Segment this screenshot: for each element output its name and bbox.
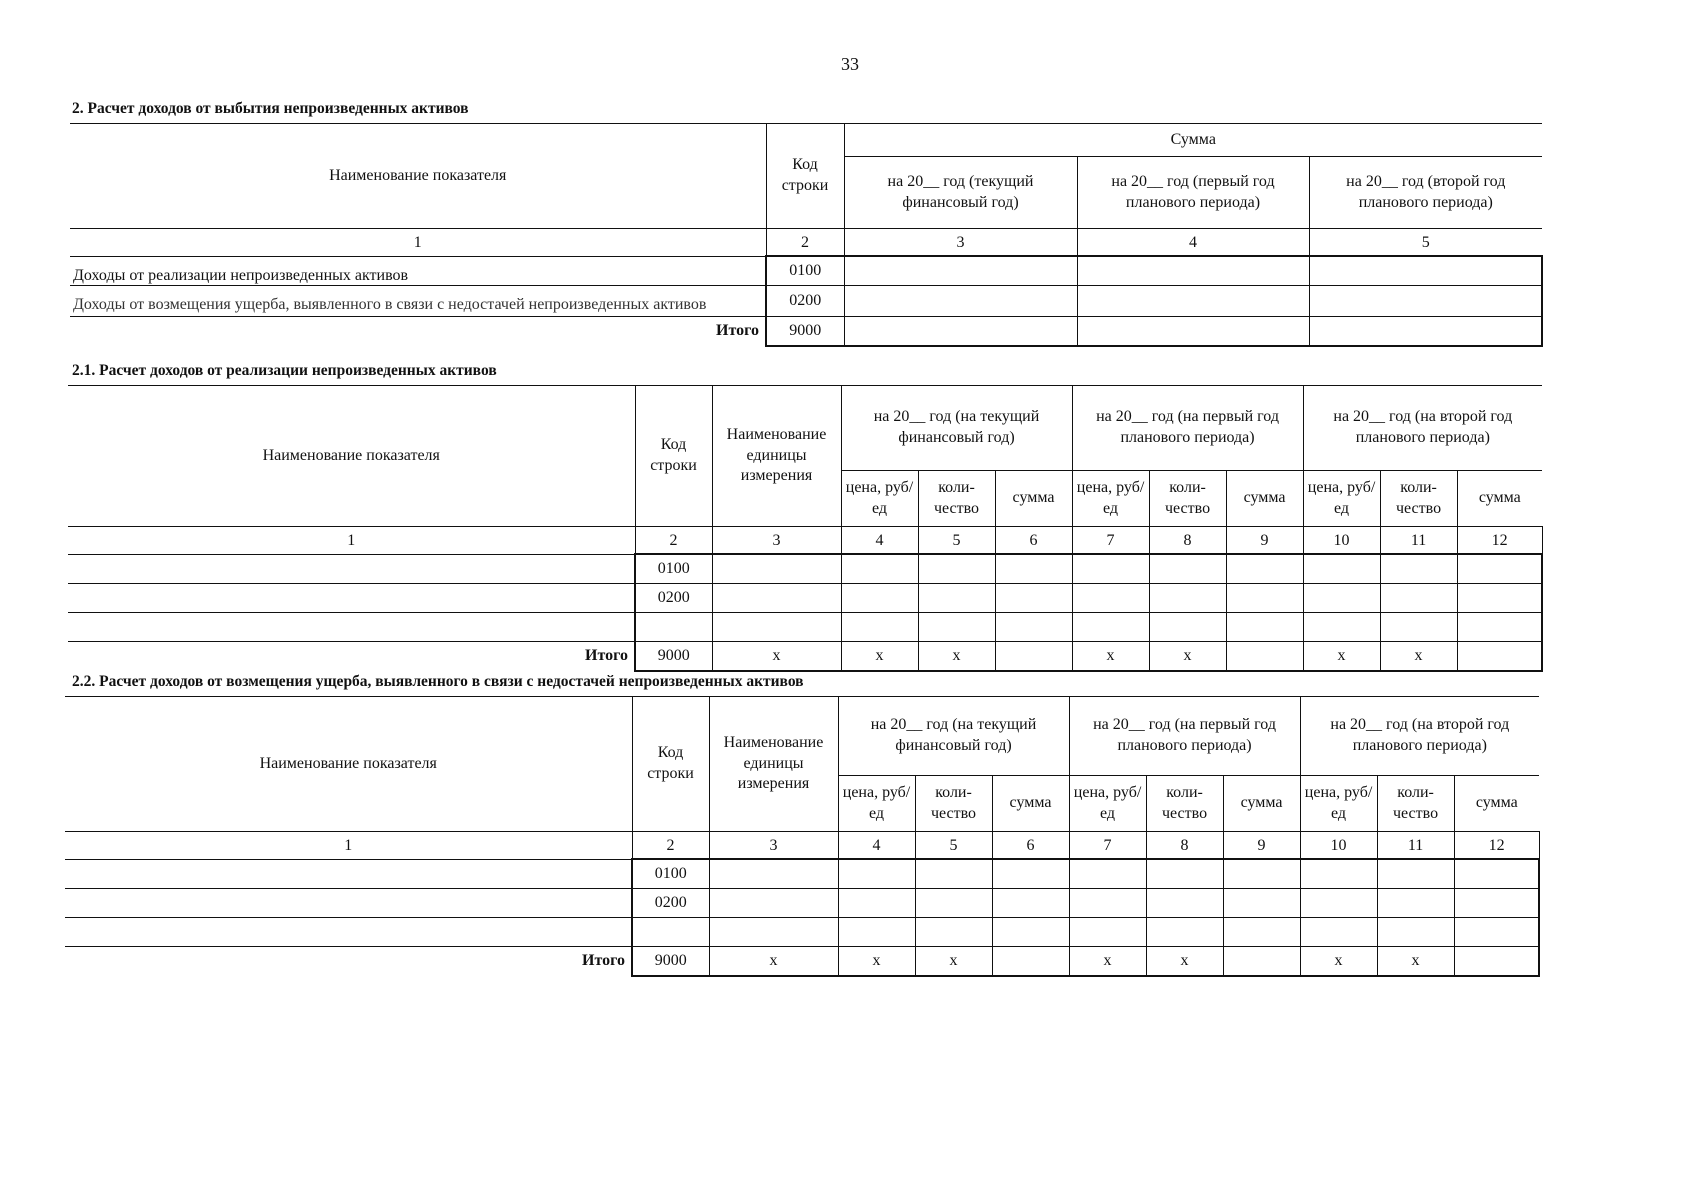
header-year-second-planning: на 20__ год (на второй год планового периода) xyxy=(1303,386,1542,471)
row-name: Доходы от возмещения ущерба, выявленного в связи с недостачей непроизведенных активов xyxy=(73,296,707,313)
value-cell[interactable] xyxy=(1226,613,1303,642)
header-code: Код строки xyxy=(632,697,709,832)
header-code: Код строки xyxy=(635,386,712,527)
header-sum: сумма xyxy=(992,776,1069,832)
col-number: 6 xyxy=(995,527,1072,555)
header-price: цена, руб/ед xyxy=(1072,471,1149,527)
value-cell[interactable] xyxy=(1072,613,1149,642)
total-value-cell[interactable] xyxy=(1454,947,1539,977)
col-number: 9 xyxy=(1226,527,1303,555)
value-cell[interactable] xyxy=(918,584,995,613)
total-value-cell[interactable] xyxy=(1457,642,1542,672)
header-unit: Наименование единицы измерения xyxy=(709,697,838,832)
total-value-cell[interactable] xyxy=(1077,317,1309,347)
header-sum: сумма xyxy=(1457,471,1542,527)
value-cell[interactable] xyxy=(915,859,992,889)
header-qty: коли-чество xyxy=(918,471,995,527)
value-cell[interactable] xyxy=(915,918,992,947)
value-cell[interactable] xyxy=(1077,286,1309,317)
col-number: 1 xyxy=(68,527,635,555)
value-cell[interactable] xyxy=(1303,584,1380,613)
header-year-first-planning: на 20__ год (первый год планового периода) xyxy=(1077,157,1309,229)
col-number: 3 xyxy=(709,832,838,860)
col-number: 7 xyxy=(1072,527,1149,555)
col-number: 12 xyxy=(1454,832,1539,860)
header-sum: Сумма xyxy=(844,124,1542,157)
section-2-title: 2. Расчет доходов от выбытия непроизведенных активов xyxy=(72,100,469,117)
header-sum: сумма xyxy=(1454,776,1539,832)
value-cell[interactable] xyxy=(1457,584,1542,613)
value-cell[interactable] xyxy=(995,584,1072,613)
x-mark: x xyxy=(1072,642,1149,672)
value-cell[interactable] xyxy=(1223,889,1300,918)
value-cell[interactable] xyxy=(844,256,1077,286)
value-cell[interactable] xyxy=(1309,286,1542,317)
row-code: 0200 xyxy=(632,889,709,918)
value-cell[interactable] xyxy=(992,889,1069,918)
total-label: Итого xyxy=(70,317,766,347)
value-cell[interactable] xyxy=(1072,554,1149,584)
value-cell[interactable] xyxy=(838,918,915,947)
row-name-second xyxy=(70,286,766,317)
value-cell[interactable] xyxy=(1223,918,1300,947)
row-code[interactable] xyxy=(635,613,712,642)
header-unit: Наименование единицы измерения xyxy=(712,386,841,527)
value-cell[interactable] xyxy=(838,889,915,918)
unit-cell[interactable] xyxy=(712,613,841,642)
header-price: цена, руб/ед xyxy=(838,776,915,832)
col-number: 5 xyxy=(915,832,992,860)
value-cell[interactable] xyxy=(1380,584,1457,613)
row-name-cell[interactable] xyxy=(68,584,635,613)
value-cell[interactable] xyxy=(992,918,1069,947)
header-name: Наименование показателя xyxy=(65,697,632,832)
col-number: 2 xyxy=(766,229,844,257)
col-number: 8 xyxy=(1146,832,1223,860)
total-value-cell[interactable] xyxy=(1226,642,1303,672)
value-cell[interactable] xyxy=(1069,918,1146,947)
col-number: 1 xyxy=(70,229,766,257)
x-mark: x xyxy=(841,642,918,672)
value-cell[interactable] xyxy=(1454,859,1539,889)
col-number: 4 xyxy=(1077,229,1309,257)
x-mark: x xyxy=(918,642,995,672)
col-number: 1 xyxy=(65,832,632,860)
header-price: цена, руб/ед xyxy=(841,471,918,527)
header-code: Код строки xyxy=(766,124,844,229)
value-cell[interactable] xyxy=(1149,613,1226,642)
value-cell[interactable] xyxy=(1149,554,1226,584)
section-2-1-table xyxy=(68,385,1543,672)
col-number: 5 xyxy=(1309,229,1542,257)
total-code: 9000 xyxy=(766,317,844,347)
value-cell[interactable] xyxy=(1457,613,1542,642)
col-number: 2 xyxy=(632,832,709,860)
value-cell[interactable] xyxy=(1069,889,1146,918)
col-number: 5 xyxy=(918,527,995,555)
value-cell[interactable] xyxy=(1226,584,1303,613)
value-cell[interactable] xyxy=(1146,859,1223,889)
header-year-second-planning: на 20__ год (на второй год планового периода) xyxy=(1300,697,1539,776)
value-cell[interactable] xyxy=(915,889,992,918)
header-price: цена, руб/ед xyxy=(1069,776,1146,832)
row-name-cell[interactable] xyxy=(65,859,632,889)
col-number: 6 xyxy=(992,832,1069,860)
row-code: 0100 xyxy=(635,554,712,584)
header-year-second-planning: на 20__ год (второй год планового периода) xyxy=(1309,157,1542,229)
value-cell[interactable] xyxy=(1454,889,1539,918)
value-cell[interactable] xyxy=(1380,613,1457,642)
col-number: 7 xyxy=(1069,832,1146,860)
col-number: 10 xyxy=(1303,527,1380,555)
col-number: 2 xyxy=(635,527,712,555)
value-cell[interactable] xyxy=(1226,554,1303,584)
x-mark: x xyxy=(1146,947,1223,977)
header-year-first-planning: на 20__ год (на первый год планового периода) xyxy=(1072,386,1303,471)
value-cell[interactable] xyxy=(1300,918,1377,947)
header-price: цена, руб/ед xyxy=(1300,776,1377,832)
value-cell[interactable] xyxy=(995,613,1072,642)
value-cell[interactable] xyxy=(1300,859,1377,889)
x-mark: x xyxy=(1377,947,1454,977)
col-number: 9 xyxy=(1223,832,1300,860)
col-number: 4 xyxy=(841,527,918,555)
section-2-2-title: 2.2. Расчет доходов от возмещения ущерба, выявленного в связи с недостачей непроизведенных активов xyxy=(72,673,804,690)
header-sum: сумма xyxy=(1226,471,1303,527)
section-2-2-table xyxy=(65,696,1540,977)
row-code[interactable] xyxy=(632,918,709,947)
value-cell[interactable] xyxy=(1149,584,1226,613)
value-cell[interactable] xyxy=(841,554,918,584)
value-cell[interactable] xyxy=(1300,889,1377,918)
value-cell[interactable] xyxy=(1223,859,1300,889)
header-year-first-planning: на 20__ год (на первый год планового периода) xyxy=(1069,697,1300,776)
value-cell[interactable] xyxy=(1303,554,1380,584)
col-number: 10 xyxy=(1300,832,1377,860)
col-number: 11 xyxy=(1377,832,1454,860)
value-cell[interactable] xyxy=(1303,613,1380,642)
value-cell[interactable] xyxy=(1072,584,1149,613)
x-mark: x xyxy=(1300,947,1377,977)
header-qty: коли-чество xyxy=(915,776,992,832)
col-number: 12 xyxy=(1457,527,1542,555)
total-value-cell[interactable] xyxy=(992,947,1069,977)
value-cell[interactable] xyxy=(841,613,918,642)
section-2-1-title: 2.1. Расчет доходов от реализации непроизведенных активов xyxy=(72,362,497,379)
col-number: 3 xyxy=(712,527,841,555)
total-value-cell[interactable] xyxy=(1223,947,1300,977)
header-qty: коли-чество xyxy=(1377,776,1454,832)
section-2-table xyxy=(70,123,1543,347)
header-name: Наименование показателя xyxy=(68,386,635,527)
x-mark: x xyxy=(1303,642,1380,672)
row-name-cell[interactable] xyxy=(68,554,635,584)
row-name-cell[interactable] xyxy=(68,613,635,642)
x-mark: x xyxy=(709,947,838,977)
total-value-cell[interactable] xyxy=(844,317,1077,347)
row-name: Доходы от реализации непроизведенных активов xyxy=(70,256,766,286)
col-number: 11 xyxy=(1380,527,1457,555)
x-mark: x xyxy=(915,947,992,977)
page-number: 33 xyxy=(841,54,859,74)
value-cell[interactable] xyxy=(1146,889,1223,918)
value-cell[interactable] xyxy=(841,584,918,613)
value-cell[interactable] xyxy=(844,286,1077,317)
header-qty: коли-чество xyxy=(1380,471,1457,527)
header-qty: коли-чество xyxy=(1146,776,1223,832)
value-cell[interactable] xyxy=(1457,554,1542,584)
value-cell[interactable] xyxy=(838,859,915,889)
total-label: Итого xyxy=(68,642,635,672)
x-mark: x xyxy=(1380,642,1457,672)
header-sum: сумма xyxy=(995,471,1072,527)
value-cell[interactable] xyxy=(992,859,1069,889)
row-code: 0200 xyxy=(635,584,712,613)
value-cell[interactable] xyxy=(1377,859,1454,889)
unit-cell[interactable] xyxy=(709,918,838,947)
header-qty: коли-чество xyxy=(1149,471,1226,527)
value-cell[interactable] xyxy=(1380,554,1457,584)
unit-cell[interactable] xyxy=(709,859,838,889)
value-cell[interactable] xyxy=(918,613,995,642)
row-code: 0100 xyxy=(766,256,844,286)
value-cell[interactable] xyxy=(995,554,1072,584)
header-year-current: на 20__ год (текущий финансовый год) xyxy=(844,157,1077,229)
x-mark: x xyxy=(712,642,841,672)
total-label: Итого xyxy=(65,947,632,977)
value-cell[interactable] xyxy=(1309,256,1542,286)
col-number: 3 xyxy=(844,229,1077,257)
total-value-cell[interactable] xyxy=(1309,317,1542,347)
header-year-current: на 20__ год (на текущий финансовый год) xyxy=(838,697,1069,776)
value-cell[interactable] xyxy=(1377,918,1454,947)
header-sum: сумма xyxy=(1223,776,1300,832)
x-mark: x xyxy=(838,947,915,977)
col-number: 8 xyxy=(1149,527,1226,555)
row-code: 0100 xyxy=(632,859,709,889)
header-year-current: на 20__ год (на текущий финансовый год) xyxy=(841,386,1072,471)
total-code: 9000 xyxy=(635,642,712,672)
value-cell[interactable] xyxy=(1077,256,1309,286)
row-name-cell[interactable] xyxy=(65,889,632,918)
header-price: цена, руб/ед xyxy=(1303,471,1380,527)
unit-cell[interactable] xyxy=(712,584,841,613)
col-number: 4 xyxy=(838,832,915,860)
unit-cell[interactable] xyxy=(709,889,838,918)
value-cell[interactable] xyxy=(1069,859,1146,889)
row-name-cell[interactable] xyxy=(65,918,632,947)
row-code: 0200 xyxy=(766,286,844,317)
value-cell[interactable] xyxy=(918,554,995,584)
unit-cell[interactable] xyxy=(712,554,841,584)
total-value-cell[interactable] xyxy=(995,642,1072,672)
x-mark: x xyxy=(1069,947,1146,977)
value-cell[interactable] xyxy=(1377,889,1454,918)
value-cell[interactable] xyxy=(1146,918,1223,947)
x-mark: x xyxy=(1149,642,1226,672)
header-name: Наименование показателя xyxy=(70,124,766,229)
value-cell[interactable] xyxy=(1454,918,1539,947)
total-code: 9000 xyxy=(632,947,709,977)
